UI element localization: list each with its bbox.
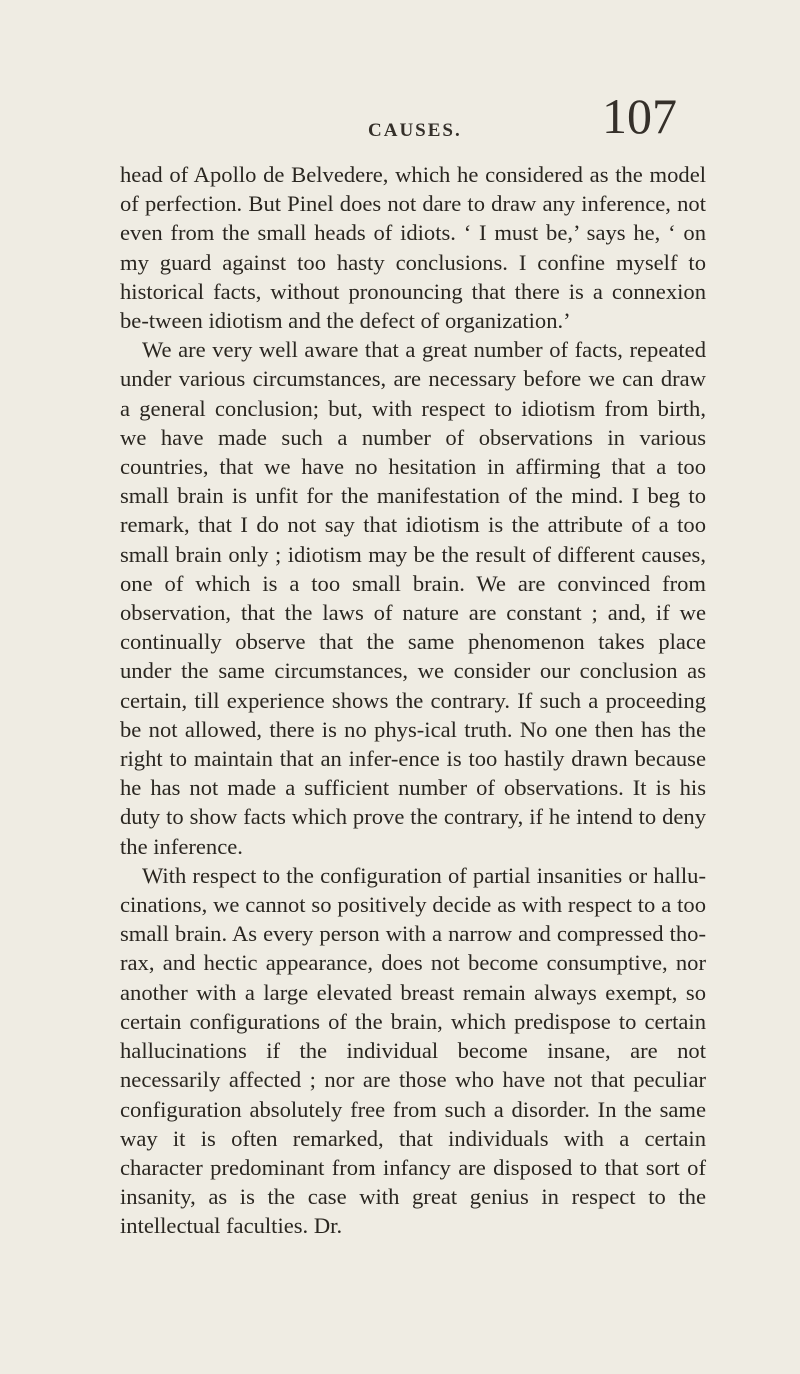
paragraph: We are very well aware that a great number of facts, repeated under various circumstances, are necessary before we can draw a general conclusion; but, with respect to idiotism from birth, we have made such a number of observations in various countries, that we have no hesitation in affirming that a too small brain is unfit for the manifestation of the mind. I beg to remark, that I do not say that idiotism is the attribute of a too small brain only ; idiotism may be the result of different causes, one of which is a too small brain. We are convinced from observation, that the laws of nature are constant ; and, if we continually observe that the same phenomenon takes place under the same circumstances, we consider our conclusion as certain, till experience shows the contrary. If such a proceeding be not allowed, there is no phys-ical truth. No one then has the right to maintain that an infer-ence is too hastily drawn because he has not made a sufficient number of observations. It is his duty to show facts which prove the contrary, if he intend to deny the inference. [120,337,706,859]
paragraph-continuation: head of Apollo de Belvedere, which he considered as the model of perfection. But Pinel does not dare to draw any inference, not even from the small heads of idiots. ‘ I must be,’ says he, ‘ on my guard against too hasty conclusions. I confine myself to historical facts, without pronouncing that there is a connexion be-tween idiotism and the defect of organization.’ [120,162,706,334]
running-head [0,86,800,156]
paragraph: With respect to the configuration of partial insanities or hallu-cinations, we cannot so positively decide as with respect to a too small brain. As every person with a narrow and compressed tho-rax, and hectic appearance, does not become consumptive, nor another with a large elevated breast remain always exempt, so certain configurations of the brain, which predispose to certain hallucinations if the individual become insane, are not necessarily affected ; nor are those who have not that peculiar configuration absolutely free from such a disorder. In the same way it is often remarked, that individuals with a certain character predominant from infancy are disposed to that sort of insanity, as is the case with great genius in respect to the intellectual faculties. Dr. [120,862,706,1239]
running-title: CAUSES. [368,120,462,141]
body-text [120,160,706,1241]
page-number: 107 [602,88,677,144]
